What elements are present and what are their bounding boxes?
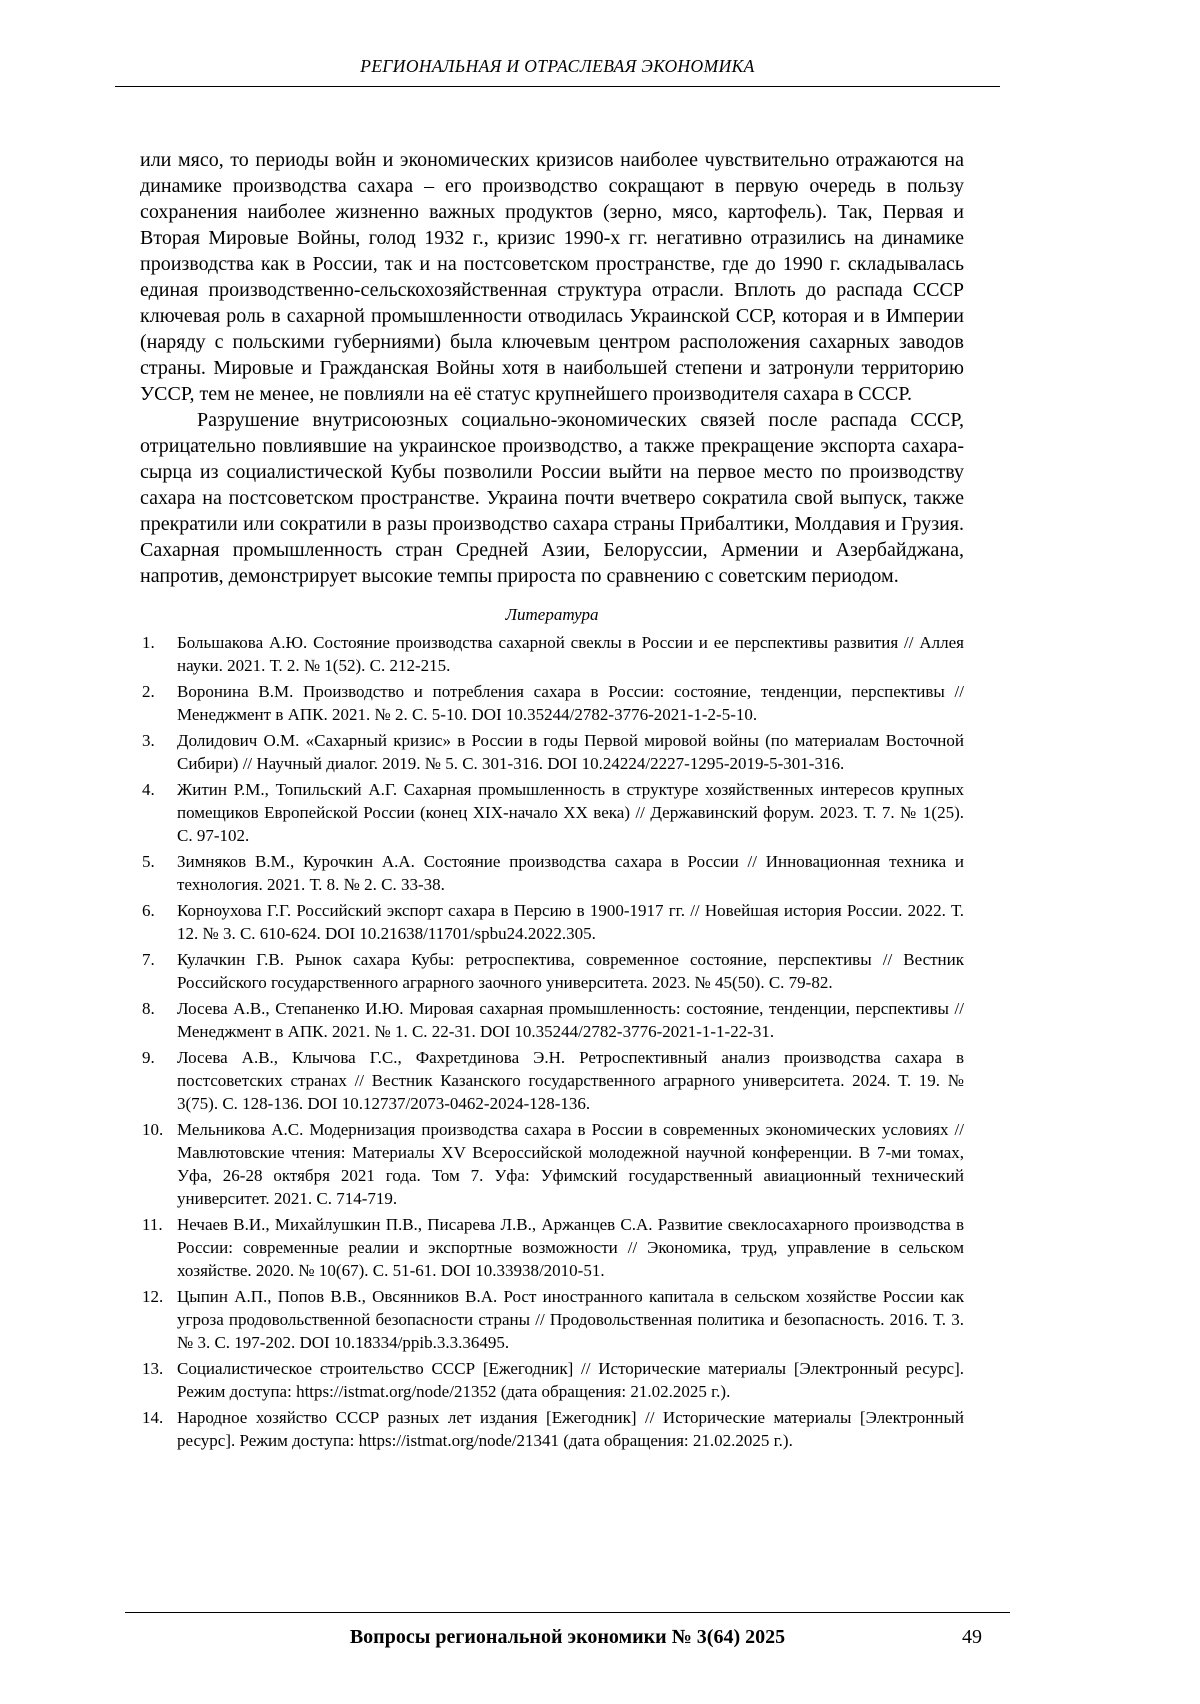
reference-number: 9.	[142, 1048, 155, 1067]
reference-number: 6.	[142, 901, 155, 920]
reference-number: 4.	[142, 780, 155, 799]
reference-text: Зимняков В.М., Курочкин А.А. Состояние производства сахара в России // Инновационная техника и технология. 2021. Т. 8. № 2. С. 33-38.	[177, 852, 964, 894]
reference-item	[140, 729, 964, 775]
reference-text: Корноухова Г.Г. Российский экспорт сахара в Персию в 1900-1917 гг. // Новейшая история России. 2022. Т. 12. № 3. С. 610-624. DOI 10.21638/11701/spbu24.2022.305.	[177, 901, 964, 943]
reference-item	[140, 631, 964, 677]
references-list	[140, 631, 964, 1452]
reference-number: 11.	[142, 1215, 163, 1234]
reference-text: Народное хозяйство СССР разных лет издания [Ежегодник] // Исторические материалы [Электронный ресурс]. Режим доступа: https://istmat.org/node/21341 (дата обращения: 21.02.2025 г.).	[177, 1408, 964, 1450]
reference-number: 13.	[142, 1359, 164, 1378]
reference-text: Лосева А.В., Клычова Г.С., Фахретдинова Э.Н. Ретроспективный анализ производства сахара в постсоветских странах // Вестник Казанского государственного аграрного университета. 2024. Т. 19. № 3(75). С. 128-136. DOI 10.12737/2073-0462-2024-128-136.	[177, 1048, 964, 1113]
references-heading: Литература	[505, 605, 599, 624]
reference-item	[140, 997, 964, 1043]
reference-item	[140, 1213, 964, 1282]
reference-text: Житин Р.М., Топильский А.Г. Сахарная промышленность в структуре хозяйственных интересов крупных помещиков Европейской России (конец XIX-начало XX века) // Державинский форум. 2023. Т. 7. № 1(25). С. 97-102.	[177, 780, 964, 845]
running-title: РЕГИОНАЛЬНАЯ И ОТРАСЛЕВАЯ ЭКОНОМИКА	[360, 56, 755, 76]
reference-item	[140, 1118, 964, 1210]
reference-text: Кулачкин Г.В. Рынок сахара Кубы: ретроспектива, современное состояние, перспективы // Вестник Российского государственного аграрного заочного университета. 2023. № 45(50). С. 79-82.	[177, 950, 964, 992]
reference-number: 14.	[142, 1408, 164, 1427]
reference-text: Цыпин А.П., Попов В.В., Овсянников В.А. Рост иностранного капитала в сельском хозяйстве России как угроза продовольственной безопасности страны // Продовольственная политика и безопасность. 2016. Т. 3. № 3. С. 197-202. DOI 10.18334/ppib.3.3.36495.	[177, 1287, 964, 1352]
reference-item	[140, 1285, 964, 1354]
reference-text: Нечаев В.И., Михайлушкин П.В., Писарева Л.В., Аржанцев С.А. Развитие свеклосахарного производства в России: современные реалии и экспортные возможности // Экономика, труд, управление в сельском хозяйстве. 2020. № 10(67). С. 51-61. DOI 10.33938/2010-51.	[177, 1215, 964, 1280]
reference-number: 5.	[142, 852, 155, 871]
footer-divider	[125, 1612, 1010, 1613]
reference-item	[140, 680, 964, 726]
page-header	[0, 0, 1200, 87]
page-footer	[0, 1612, 1200, 1649]
reference-number: 1.	[142, 633, 155, 652]
reference-number: 7.	[142, 950, 155, 969]
reference-number: 3.	[142, 731, 155, 750]
reference-number: 8.	[142, 999, 155, 1018]
reference-item	[140, 1046, 964, 1115]
reference-item	[140, 948, 964, 994]
reference-item	[140, 899, 964, 945]
reference-text: Большакова А.Ю. Состояние производства сахарной свеклы в России и ее перспективы развития // Аллея науки. 2021. Т. 2. № 1(52). С. 212-215.	[177, 633, 964, 675]
article-body	[140, 147, 964, 589]
reference-text: Долидович О.М. «Сахарный кризис» в России в годы Первой мировой войны (по материалам Восточной Сибири) // Научный диалог. 2019. № 5. С. 301-316. DOI 10.24224/2227-1295-2019-5-301-316.	[177, 731, 964, 773]
body-paragraph-1: или мясо, то периоды войн и экономических кризисов наиболее чувствительно отражаются на динамике производства сахара – его производство сокращают в первую очередь в пользу сохранения наиболее жизненно важных продуктов (зерно, мясо, картофель). Так, Первая и Вторая Мировые Войны, голод 1932 г., кризис 1990-х гг. негативно отразились на динамике производства как в России, так и на постсоветском пространстве, где до 1990 г. складывалась единая производственно-сельскохозяйственная структура отрасли. Вплоть до распада СССР ключевая роль в сахарной промышленности отводилась Украинской ССР, которая и в Империи (наряду с польскими губерниями) была ключевым центром расположения сахарных заводов страны. Мировые и Гражданская Войны хотя в наибольшей степени и затронули территорию УССР, тем не менее, не повлияли на её статус крупнейшего производителя сахара в СССР.	[140, 149, 964, 405]
reference-text: Воронина В.М. Производство и потребления сахара в России: состояние, тенденции, перспективы // Менеджмент в АПК. 2021. № 2. С. 5-10. DOI 10.35244/2782-3776-2021-1-2-5-10.	[177, 682, 964, 724]
reference-text: Социалистическое строительство СССР [Ежегодник] // Исторические материалы [Электронный ресурс]. Режим доступа: https://istmat.org/node/21352 (дата обращения: 21.02.2025 г.).	[177, 1359, 964, 1401]
footer-row	[0, 1626, 1200, 1649]
reference-number: 12.	[142, 1287, 164, 1306]
reference-text: Лосева А.В., Степаненко И.Ю. Мировая сахарная промышленность: состояние, тенденции, перспективы // Менеджмент в АПК. 2021. № 1. С. 22-31. DOI 10.35244/2782-3776-2021-1-1-22-31.	[177, 999, 964, 1041]
reference-item	[140, 1406, 964, 1452]
reference-number: 10.	[142, 1120, 164, 1139]
body-paragraph-2: Разрушение внутрисоюзных социально-экономических связей после распада СССР, отрицательно повлиявшие на украинское производство, а также прекращение экспорта сахара-сырца из социалистической Кубы позволили России выйти на первое место по производству сахара на постсоветском пространстве. Украина почти вчетверо сократила свой выпуск, также прекратили или сократили в разы производство сахара страны Прибалтики, Молдавия и Грузия. Сахарная промышленность стран Средней Азии, Белоруссии, Армении и Азербайджана, напротив, демонстрирует высокие темпы прироста по сравнению с советским периодом.	[140, 409, 964, 587]
reference-item	[140, 1357, 964, 1403]
reference-item	[140, 778, 964, 847]
reference-item	[140, 850, 964, 896]
header-divider	[115, 86, 1000, 87]
journal-title: Вопросы региональной экономики № 3(64) 2025	[349, 1626, 786, 1648]
page-number: 49	[962, 1626, 982, 1648]
reference-text: Мельникова А.С. Модернизация производства сахара в России в современных экономических условиях // Мавлютовские чтения: Материалы XV Всероссийской молодежной научной конференции. В 7-ми томах, Уфа, 26-28 октября 2021 года. Том 7. Уфа: Уфимский государственный авиационный технический университет. 2021. С. 714-719.	[177, 1120, 964, 1208]
reference-number: 2.	[142, 682, 155, 701]
